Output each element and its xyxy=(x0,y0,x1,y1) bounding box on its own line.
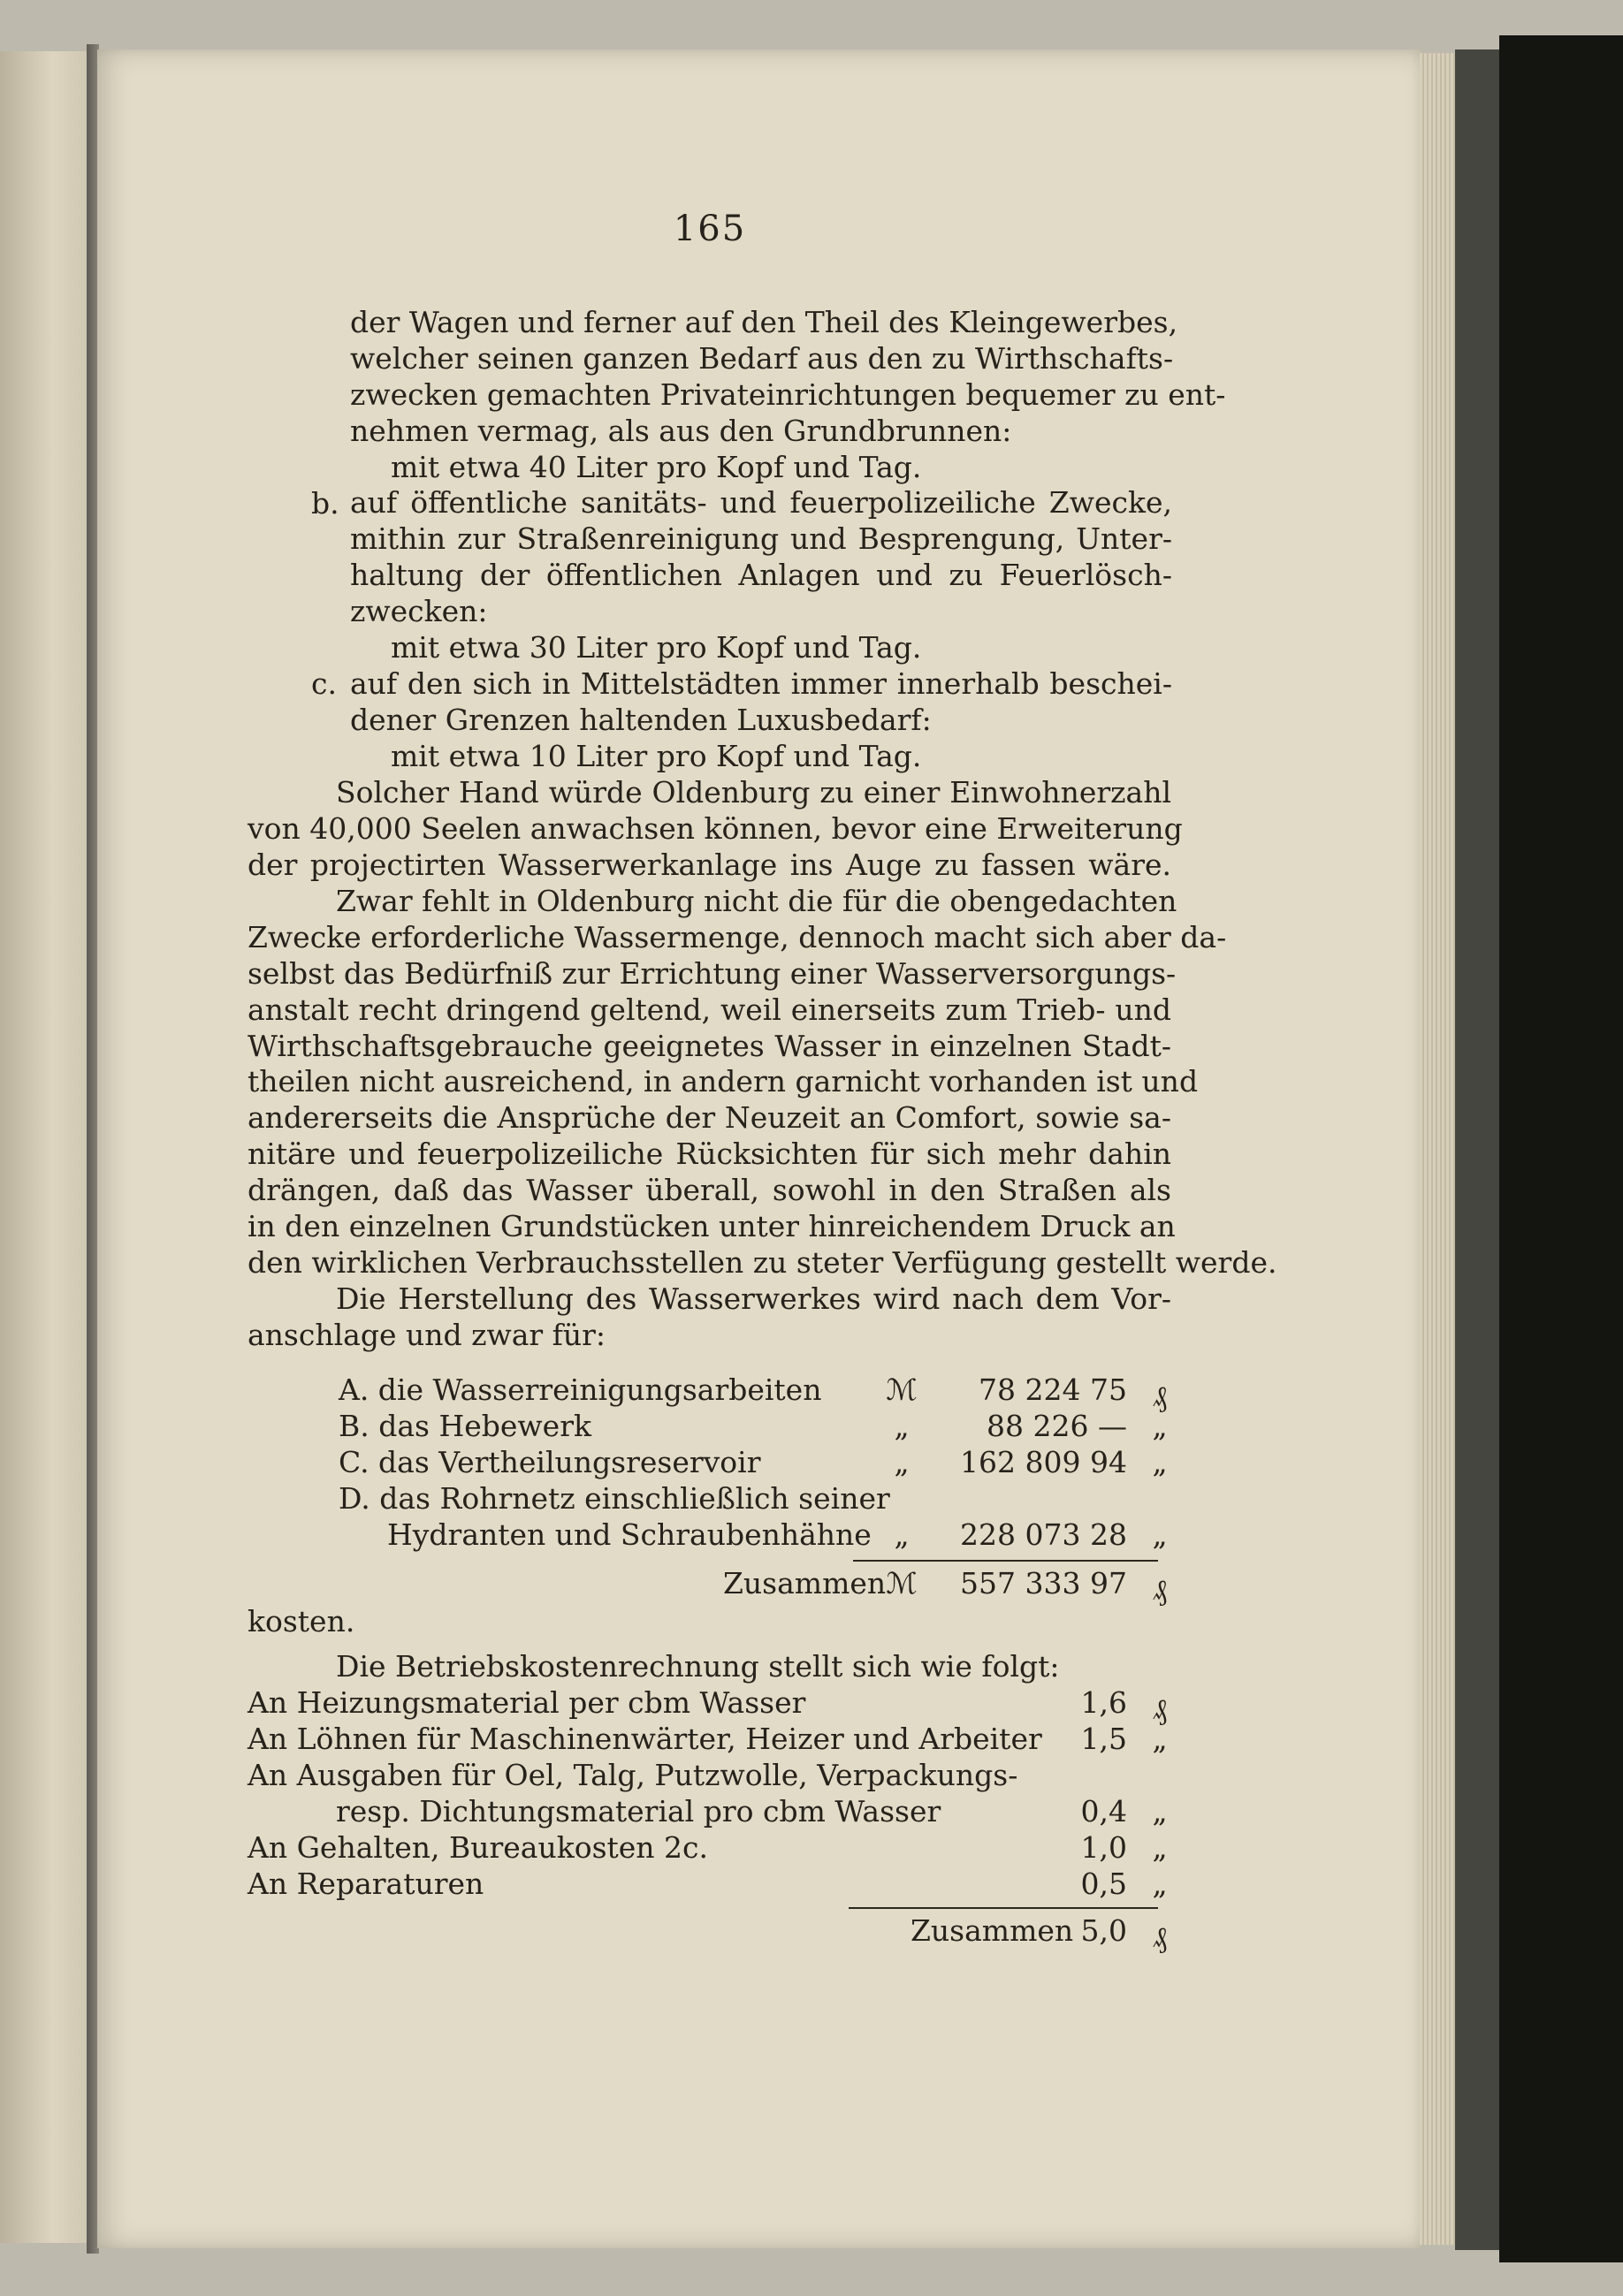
operating-total-label: Zusammen xyxy=(911,1913,1074,1948)
operating-row-value: 1,5 xyxy=(1080,1722,1127,1756)
cost-amount-a: 78 224 75 xyxy=(979,1372,1127,1407)
text-line: zwecken: xyxy=(350,594,488,629)
page-edges xyxy=(1420,53,1457,2245)
paragraph-solcher xyxy=(248,775,1183,884)
cost-label-b: B. das Hebewerk xyxy=(339,1409,591,1443)
currency-sign: ℳ xyxy=(886,1566,918,1600)
operating-row-label: An Reparaturen xyxy=(248,1866,484,1901)
cost-total-amount: 557 333 97 xyxy=(960,1566,1127,1600)
text-line: auf öffentliche sanitäts- und feuerpolizeiliche Zwecke, xyxy=(350,485,1172,521)
text-line: von 40,000 Seelen anwachsen können, bevor eine Erweiterung xyxy=(248,810,1183,846)
cost-amount-c: 162 809 94 xyxy=(960,1445,1127,1479)
ditto-mark: „ xyxy=(894,1445,910,1479)
text-line: drängen, daß das Wasser überall, sowohl in den Straßen als xyxy=(248,1173,1171,1208)
unit-sign: ₰ xyxy=(1152,1692,1168,1726)
operating-row-label: An Löhnen für Maschinenwärter, Heizer und Arbeiter xyxy=(248,1722,1042,1756)
operating-row-value: 1,0 xyxy=(1080,1830,1127,1865)
cost-amount-d: 228 073 28 xyxy=(960,1517,1127,1552)
text-line: anschlage und zwar für: xyxy=(248,1317,606,1352)
text-line: mit etwa 40 Liter pro Kopf und Tag. xyxy=(391,449,922,484)
list-marker-c: c. xyxy=(311,666,337,701)
text-line: welcher seinen ganzen Bedarf aus den zu Wirthschafts- xyxy=(350,340,1174,376)
operating-row-value: 0,4 xyxy=(1080,1794,1127,1828)
left-page-edge xyxy=(0,51,88,2243)
text-line: Wirthschaftsgebrauche geeignetes Wasser in einzelnen Stadt- xyxy=(248,1028,1171,1063)
unit-sign: ₰ xyxy=(1152,1379,1168,1413)
text-line: der Wagen und ferner auf den Theil des Kleingewerbes, xyxy=(350,305,1178,339)
sum-rule xyxy=(849,1907,1158,1909)
unit-sign: ₰ xyxy=(1152,1572,1168,1607)
intro-block xyxy=(350,305,1226,775)
paragraph-zwar xyxy=(248,884,1277,1281)
text-line: mit etwa 30 Liter pro Kopf und Tag. xyxy=(391,630,922,665)
ditto-mark: „ xyxy=(1152,1794,1168,1828)
ditto-mark: „ xyxy=(894,1409,910,1443)
cost-total-label: Zusammen xyxy=(723,1566,887,1600)
text-line: Zwar fehlt in Oldenburg nicht die für die obengedachten xyxy=(336,884,1177,918)
text-line: auf den sich in Mittelstädten immer innerhalb beschei- xyxy=(350,665,1172,701)
text-line: der projectirten Wasserwerkanlage ins Auge zu fassen wäre. xyxy=(248,847,1171,882)
text-line: andererseits die Ansprüche der Neuzeit an Comfort, sowie sa- xyxy=(248,1100,1171,1136)
ditto-mark: „ xyxy=(894,1517,910,1552)
text-line: haltung der öffentlichen Anlagen und zu Feuerlösch- xyxy=(350,558,1172,593)
text-line: nehmen vermag, als aus den Grundbrunnen: xyxy=(350,413,1012,448)
unit-sign: ₰ xyxy=(1152,1920,1168,1954)
text-line: den wirklichen Verbrauchsstellen zu steter Verfügung gestellt werde. xyxy=(248,1244,1277,1280)
operating-row-label: An Gehalten, Bureaukosten 2c. xyxy=(248,1830,709,1865)
text-line: nitäre und feuerpolizeiliche Rücksichten für sich mehr dahin xyxy=(248,1137,1171,1172)
ditto-mark: „ xyxy=(1152,1409,1168,1443)
currency-sign: ℳ xyxy=(886,1372,918,1407)
text-line: Zwecke erforderliche Wassermenge, dennoch macht sich aber da- xyxy=(248,919,1227,954)
cost-label-d: D. das Rohrnetz einschließlich seiner xyxy=(339,1481,890,1516)
ditto-mark: „ xyxy=(1152,1866,1168,1901)
text-line: Die Herstellung des Wasserwerkes wird nach dem Vor- xyxy=(336,1281,1171,1316)
ditto-mark: „ xyxy=(1152,1445,1168,1479)
ditto-mark: „ xyxy=(1152,1517,1168,1552)
operating-row-label: An Ausgaben für Oel, Talg, Putzwolle, Verpackungs- xyxy=(248,1758,1018,1792)
operating-costs-intro: Die Betriebskostenrechnung stellt sich wie folgt: xyxy=(336,1649,1060,1684)
text-line: zwecken gemachten Privateinrichtungen bequemer zu ent- xyxy=(350,376,1226,412)
operating-row-value: 0,5 xyxy=(1080,1866,1127,1901)
operating-row-label: An Heizungsmaterial per cbm Wasser xyxy=(248,1685,806,1720)
text-line: dener Grenzen haltenden Luxusbedarf: xyxy=(350,702,932,737)
text-line: anstalt recht dringend geltend, weil einerseits zum Trieb- und xyxy=(248,992,1171,1027)
text-line: kosten. xyxy=(248,1604,355,1638)
cost-label-d-cont: Hydranten und Schraubenhähne xyxy=(387,1517,872,1552)
cost-amount-b: 88 226 — xyxy=(987,1409,1127,1443)
sum-rule xyxy=(853,1560,1158,1562)
operating-total-value: 5,0 xyxy=(1080,1913,1127,1948)
operating-row-value: 1,6 xyxy=(1080,1685,1127,1720)
text-line: in den einzelnen Grundstücken unter hinreichendem Druck an xyxy=(248,1209,1176,1244)
list-marker-b: b. xyxy=(311,486,339,521)
cost-label-c: C. das Vertheilungsreservoir xyxy=(339,1445,761,1479)
cost-label-a: A. die Wasserreinigungsarbeiten xyxy=(339,1372,822,1407)
book-cover xyxy=(1499,35,1623,2262)
text-line: selbst das Bedürfniß zur Errichtung einer Wasserversorgungs- xyxy=(248,955,1177,991)
text-line: mit etwa 10 Liter pro Kopf und Tag. xyxy=(391,738,922,773)
ditto-mark: „ xyxy=(1152,1722,1168,1756)
text-line: Solcher Hand würde Oldenburg zu einer Einwohnerzahl xyxy=(336,775,1171,810)
page-number: 165 xyxy=(673,209,747,249)
book-cover-edge xyxy=(1455,49,1499,2250)
operating-row-label: resp. Dichtungsmaterial pro cbm Wasser xyxy=(336,1794,941,1828)
text-line: theilen nicht ausreichend, in andern garnicht vorhanden ist und xyxy=(248,1064,1199,1099)
ditto-mark: „ xyxy=(1152,1830,1168,1865)
text-line: mithin zur Straßenreinigung und Besprengung, Unter- xyxy=(350,521,1172,557)
paragraph-herstellung xyxy=(248,1281,1171,1354)
